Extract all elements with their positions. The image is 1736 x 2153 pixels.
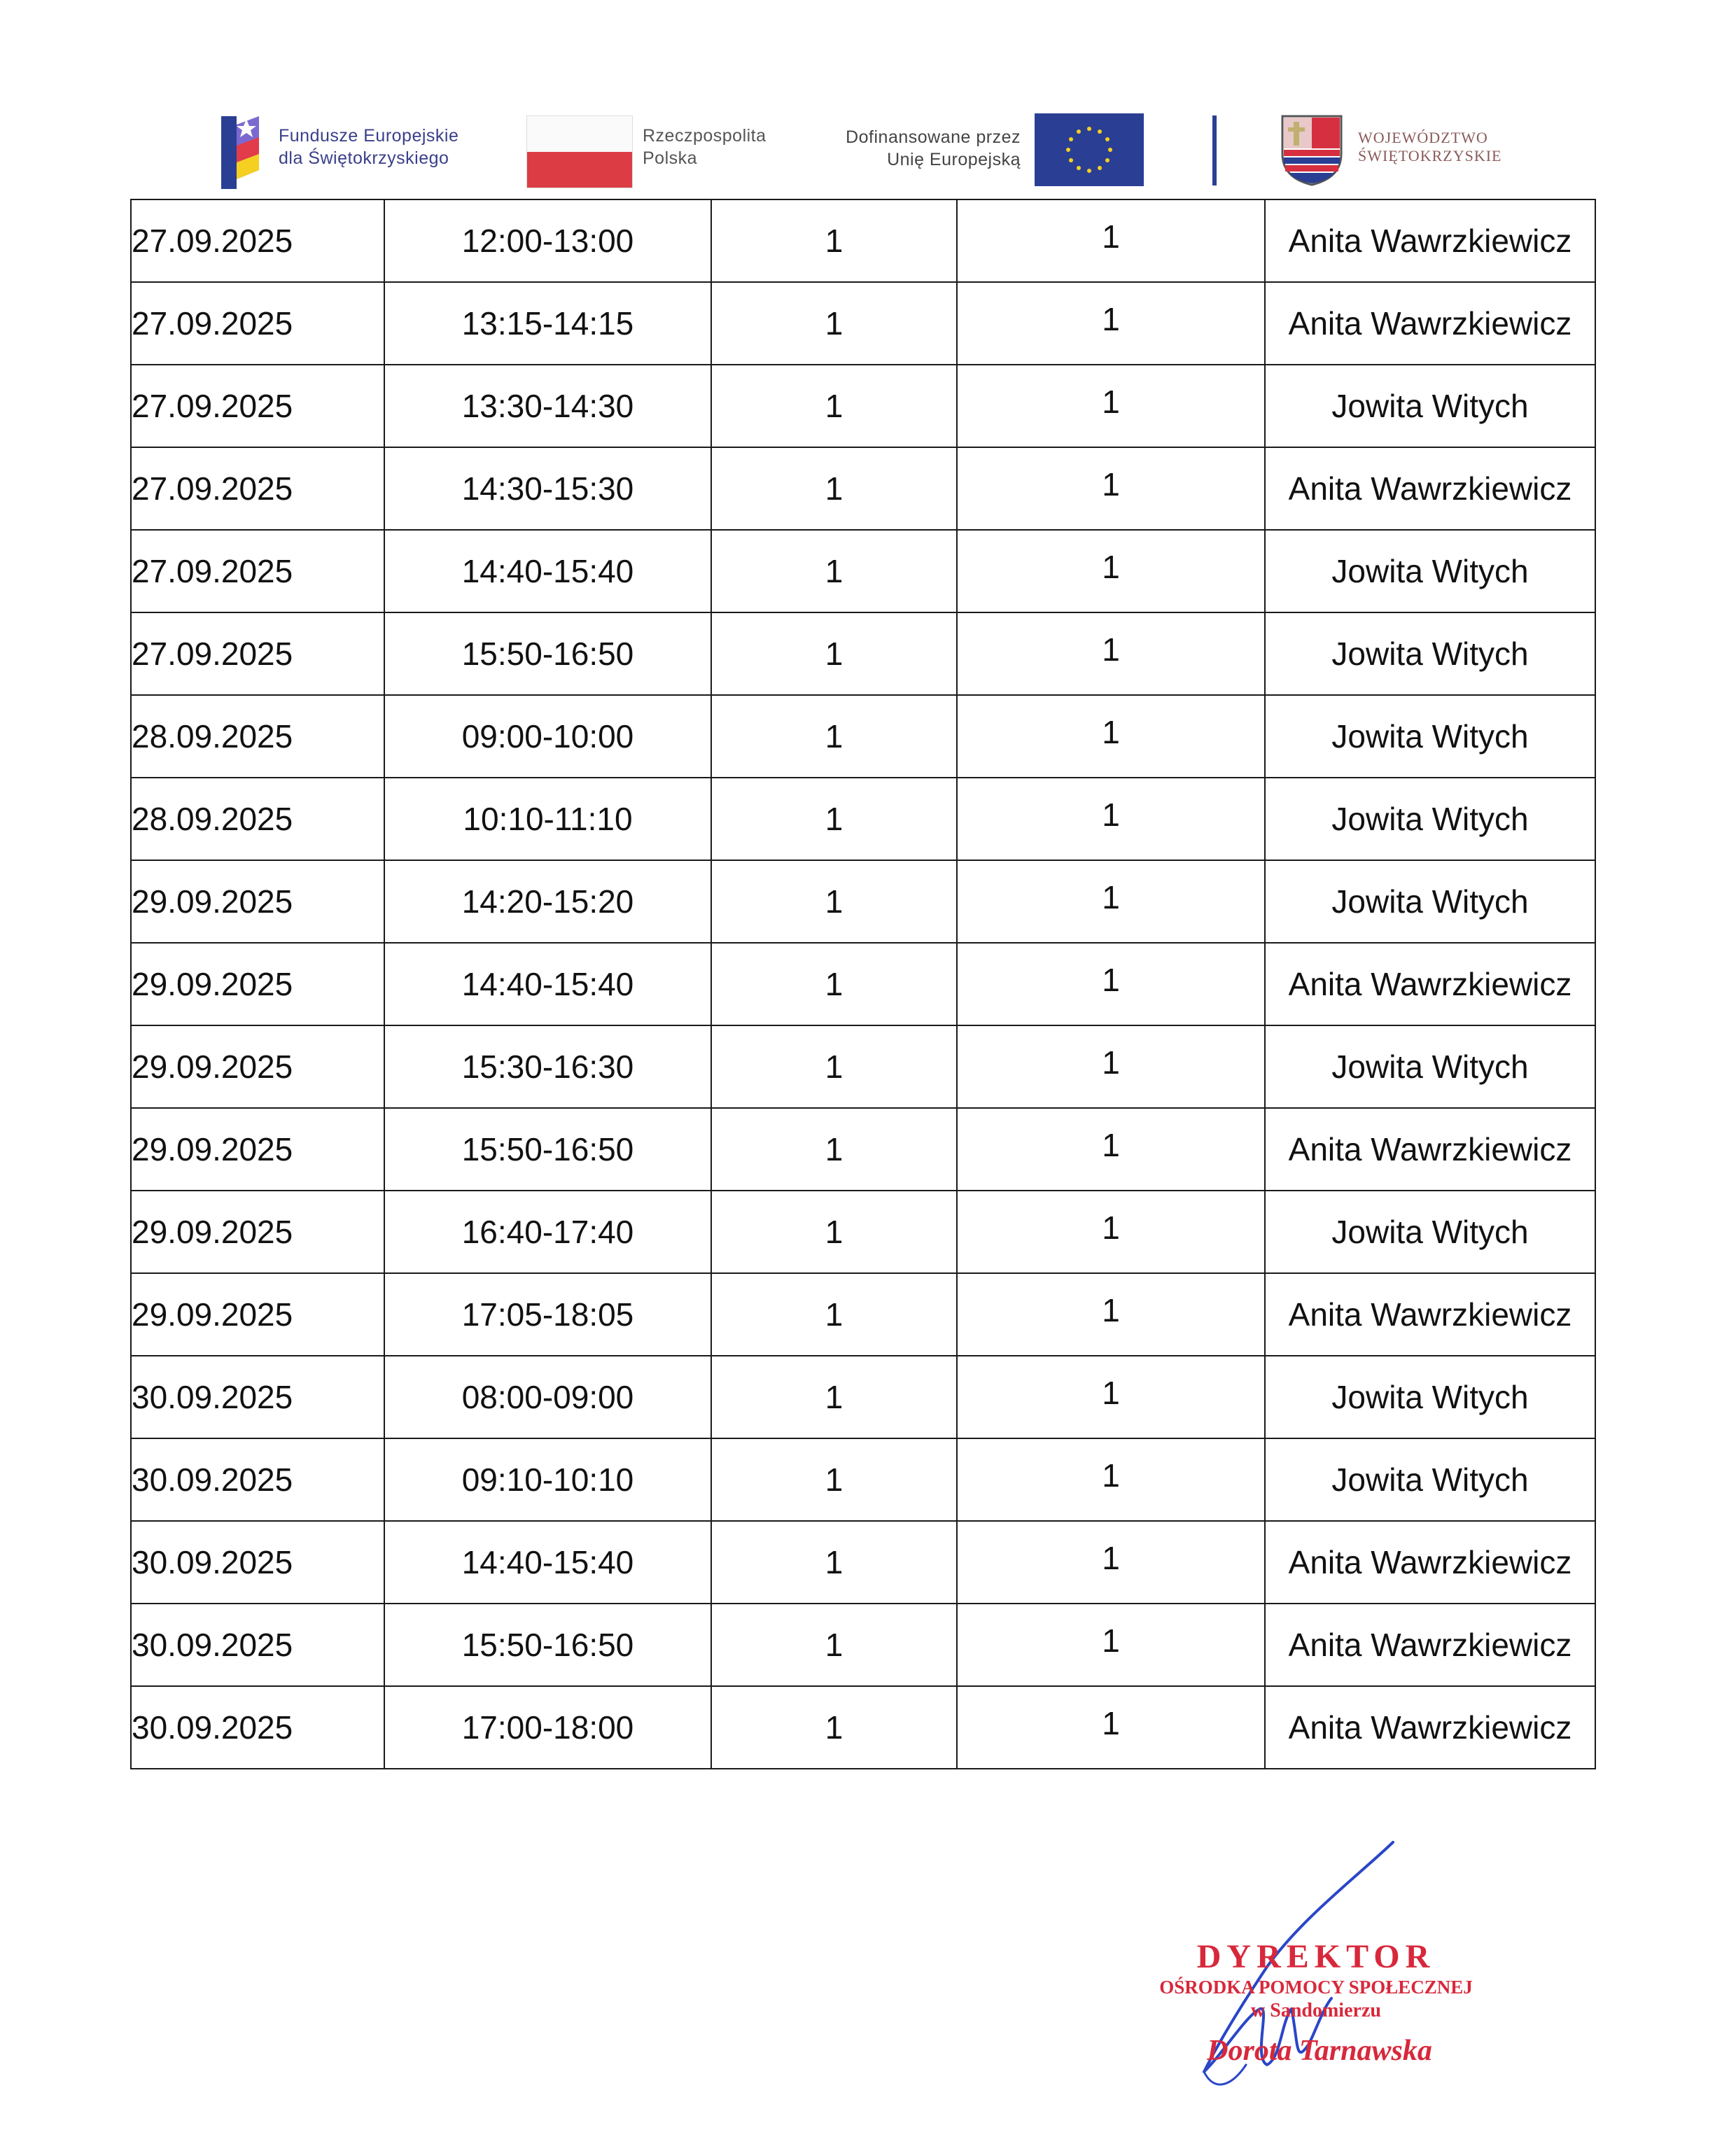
name-cell-text: Jowita Witych <box>1331 553 1529 589</box>
date-cell-text: 27.09.2025 <box>132 553 293 589</box>
time-cell-text: 14:40-15:40 <box>461 1544 634 1580</box>
name-cell-text: Jowita Witych <box>1331 1461 1529 1498</box>
table-row <box>131 1356 1595 1438</box>
date-cell <box>131 778 384 860</box>
director-stamp <box>1134 1939 1498 2070</box>
count2-cell-text: 1 <box>1102 218 1120 255</box>
time-cell <box>384 282 711 365</box>
count2-cell-text: 1 <box>1102 1044 1120 1081</box>
count-cell-text: 1 <box>825 883 844 920</box>
time-cell-text: 15:50-16:50 <box>461 636 634 672</box>
count2-cell <box>957 943 1265 1025</box>
flag-white-stripe <box>527 116 632 152</box>
polish-flag <box>526 115 633 188</box>
stamp-name: Dorota Tarnawska <box>1207 2035 1432 2067</box>
name-cell <box>1265 778 1595 860</box>
count2-cell <box>957 1108 1265 1191</box>
time-cell-text: 09:00-10:00 <box>461 718 634 755</box>
date-cell <box>131 1686 384 1769</box>
time-cell-text: 10:10-11:10 <box>463 801 633 837</box>
count-cell-text: 1 <box>825 636 844 672</box>
count2-cell-text: 1 <box>1102 1375 1120 1411</box>
rp-line1: Rzeczpospolita <box>643 126 766 146</box>
time-cell <box>384 1273 711 1356</box>
date-cell <box>131 1604 384 1686</box>
name-cell <box>1265 1191 1595 1273</box>
name-cell <box>1265 530 1595 612</box>
count-cell-text: 1 <box>825 1214 844 1250</box>
date-cell-text: 29.09.2025 <box>132 1214 293 1250</box>
date-cell <box>131 1191 384 1273</box>
name-cell <box>1265 365 1595 447</box>
date-cell <box>131 943 384 1025</box>
time-cell <box>384 365 711 447</box>
date-cell-text: 30.09.2025 <box>132 1544 293 1580</box>
name-cell-text: Anita Wawrzkiewicz <box>1288 1544 1572 1580</box>
time-cell-text: 09:10-10:10 <box>461 1461 634 1498</box>
count-cell <box>711 1686 957 1769</box>
count2-cell-text: 1 <box>1102 301 1120 337</box>
count-cell-text: 1 <box>825 553 844 589</box>
count2-cell <box>957 778 1265 860</box>
count-cell-text: 1 <box>825 1296 844 1333</box>
name-cell-text: Anita Wawrzkiewicz <box>1288 305 1572 342</box>
time-cell-text: 14:20-15:20 <box>461 883 634 920</box>
name-cell <box>1265 447 1595 530</box>
stamp-line3: w Sandomierzu <box>1251 2000 1381 2021</box>
count-cell-text: 1 <box>825 1461 844 1498</box>
count2-cell <box>957 1521 1265 1604</box>
count2-cell-text: 1 <box>1102 962 1120 998</box>
date-cell <box>131 530 384 612</box>
name-cell <box>1265 1025 1595 1108</box>
date-cell-text: 29.09.2025 <box>132 1296 293 1333</box>
date-cell-text: 29.09.2025 <box>132 883 293 920</box>
count-cell-text: 1 <box>825 223 844 259</box>
table-row <box>131 199 1595 282</box>
name-cell-text: Jowita Witych <box>1331 1049 1529 1085</box>
schedule-body <box>131 199 1595 1769</box>
count2-cell <box>957 282 1265 365</box>
name-cell <box>1265 695 1595 778</box>
time-cell-text: 17:00-18:00 <box>461 1709 634 1746</box>
time-cell <box>384 1356 711 1438</box>
name-cell <box>1265 943 1595 1025</box>
wojewodztwo-text <box>1358 129 1502 165</box>
count-cell-text: 1 <box>825 388 844 424</box>
time-cell-text: 14:40-15:40 <box>461 553 634 589</box>
count-cell-text: 1 <box>825 1131 844 1167</box>
date-cell-text: 27.09.2025 <box>132 223 293 259</box>
time-cell <box>384 1686 711 1769</box>
count2-cell <box>957 447 1265 530</box>
name-cell <box>1265 860 1595 943</box>
time-cell <box>384 1191 711 1273</box>
count-cell <box>711 778 957 860</box>
name-cell <box>1265 1604 1595 1686</box>
count2-cell <box>957 1273 1265 1356</box>
table-row <box>131 447 1595 530</box>
rp-logo-text <box>643 125 766 169</box>
name-cell-text: Jowita Witych <box>1331 718 1529 755</box>
time-cell <box>384 1604 711 1686</box>
time-cell-text: 15:50-16:50 <box>461 1131 634 1167</box>
count2-cell <box>957 1191 1265 1273</box>
time-cell <box>384 860 711 943</box>
stamp-title: DYREKTOR <box>1196 1938 1436 1975</box>
time-cell-text: 14:40-15:40 <box>461 966 634 1002</box>
count-cell-text: 1 <box>825 801 844 837</box>
fundusze-europejskie-logo <box>216 104 286 191</box>
count2-cell-text: 1 <box>1102 384 1120 420</box>
table-row <box>131 778 1595 860</box>
stamp-line2: OŚRODKA POMOCY SPOŁECZNEJ <box>1159 1977 1473 1998</box>
count-cell <box>711 447 957 530</box>
date-cell <box>131 282 384 365</box>
name-cell-text: Jowita Witych <box>1331 883 1529 920</box>
count-cell <box>711 530 957 612</box>
name-cell-text: Jowita Witych <box>1331 801 1529 837</box>
time-cell <box>384 530 711 612</box>
eu-line2: Unię Europejską <box>887 150 1021 169</box>
table-row <box>131 1521 1595 1604</box>
date-cell <box>131 1108 384 1191</box>
count-cell <box>711 282 957 365</box>
count2-cell-text: 1 <box>1102 1209 1120 1246</box>
table-row <box>131 860 1595 943</box>
woj-line1: WOJEWÓDZTWO <box>1358 129 1488 146</box>
name-cell-text: Anita Wawrzkiewicz <box>1288 1131 1572 1167</box>
time-cell-text: 15:50-16:50 <box>461 1627 634 1663</box>
count2-cell <box>957 1025 1265 1108</box>
name-cell-text: Anita Wawrzkiewicz <box>1288 966 1572 1002</box>
schedule-table <box>130 199 1596 1769</box>
table-row <box>131 1025 1595 1108</box>
name-cell-text: Anita Wawrzkiewicz <box>1288 223 1572 259</box>
table-row <box>131 282 1595 365</box>
table-row <box>131 530 1595 612</box>
date-cell-text: 30.09.2025 <box>132 1627 293 1663</box>
time-cell-text: 13:30-14:30 <box>461 388 634 424</box>
count-cell <box>711 199 957 282</box>
count2-cell <box>957 612 1265 695</box>
time-cell-text: 12:00-13:00 <box>461 223 634 259</box>
rp-line2: Polska <box>643 148 698 168</box>
count2-cell-text: 1 <box>1102 714 1120 750</box>
count-cell <box>711 860 957 943</box>
date-cell <box>131 447 384 530</box>
count2-cell-text: 1 <box>1102 1622 1120 1659</box>
date-cell <box>131 1521 384 1604</box>
count2-cell <box>957 1686 1265 1769</box>
count2-cell <box>957 199 1265 282</box>
count-cell <box>711 1521 957 1604</box>
date-cell <box>131 1273 384 1356</box>
count-cell <box>711 1356 957 1438</box>
date-cell-text: 29.09.2025 <box>132 1049 293 1085</box>
time-cell-text: 17:05-18:05 <box>461 1296 634 1333</box>
count-cell <box>711 1191 957 1273</box>
time-cell <box>384 199 711 282</box>
count-cell-text: 1 <box>825 1627 844 1663</box>
time-cell <box>384 1025 711 1108</box>
date-cell-text: 28.09.2025 <box>132 718 293 755</box>
logo-divider <box>1212 115 1217 185</box>
count2-cell <box>957 860 1265 943</box>
time-cell-text: 13:15-14:15 <box>461 305 634 342</box>
name-cell <box>1265 1521 1595 1604</box>
fe-logo-text <box>279 125 458 169</box>
date-cell-text: 30.09.2025 <box>132 1379 293 1415</box>
table-row <box>131 943 1595 1025</box>
table-row <box>131 365 1595 447</box>
count2-cell <box>957 365 1265 447</box>
date-cell <box>131 199 384 282</box>
count-cell-text: 1 <box>825 1049 844 1085</box>
time-cell-text: 15:30-16:30 <box>461 1049 634 1085</box>
count2-cell <box>957 695 1265 778</box>
count-cell <box>711 612 957 695</box>
count-cell <box>711 1438 957 1521</box>
name-cell <box>1265 282 1595 365</box>
count-cell-text: 1 <box>825 718 844 755</box>
eu-line1: Dofinansowane przez <box>846 127 1021 147</box>
name-cell <box>1265 199 1595 282</box>
count2-cell-text: 1 <box>1102 1292 1120 1328</box>
count-cell-text: 1 <box>825 470 844 507</box>
date-cell-text: 27.09.2025 <box>132 305 293 342</box>
count2-cell-text: 1 <box>1102 797 1120 833</box>
name-cell-text: Anita Wawrzkiewicz <box>1288 470 1572 507</box>
time-cell-text: 16:40-17:40 <box>461 1214 634 1250</box>
time-cell <box>384 695 711 778</box>
count2-cell-text: 1 <box>1102 1540 1120 1576</box>
count-cell <box>711 365 957 447</box>
time-cell <box>384 612 711 695</box>
table-row <box>131 1604 1595 1686</box>
count-cell <box>711 1108 957 1191</box>
count2-cell <box>957 1604 1265 1686</box>
date-cell-text: 28.09.2025 <box>132 801 293 837</box>
eu-logo-text <box>825 126 1021 171</box>
table-row <box>131 1438 1595 1521</box>
time-cell <box>384 1108 711 1191</box>
date-cell-text: 30.09.2025 <box>132 1709 293 1746</box>
logo-bar <box>0 0 1736 196</box>
name-cell-text: Jowita Witych <box>1331 388 1529 424</box>
coat-of-arms <box>1280 113 1344 186</box>
date-cell-text: 27.09.2025 <box>132 470 293 507</box>
date-cell <box>131 860 384 943</box>
name-cell <box>1265 612 1595 695</box>
name-cell <box>1265 1438 1595 1521</box>
count-cell-text: 1 <box>825 966 844 1002</box>
eu-flag <box>1035 113 1144 186</box>
count-cell <box>711 1604 957 1686</box>
date-cell <box>131 1438 384 1521</box>
date-cell-text: 29.09.2025 <box>132 966 293 1002</box>
count2-cell <box>957 1356 1265 1438</box>
name-cell-text: Anita Wawrzkiewicz <box>1288 1627 1572 1663</box>
time-cell-text: 08:00-09:00 <box>461 1379 634 1415</box>
time-cell <box>384 778 711 860</box>
fe-line2: dla Świętokrzyskiego <box>279 148 449 168</box>
name-cell-text: Jowita Witych <box>1331 1379 1529 1415</box>
name-cell <box>1265 1356 1595 1438</box>
name-cell-text: Jowita Witych <box>1331 636 1529 672</box>
time-cell-text: 14:30-15:30 <box>461 470 634 507</box>
table-row <box>131 1108 1595 1191</box>
date-cell <box>131 1025 384 1108</box>
table-row <box>131 695 1595 778</box>
name-cell-text: Anita Wawrzkiewicz <box>1288 1296 1572 1333</box>
count2-cell-text: 1 <box>1102 1127 1120 1163</box>
count-cell <box>711 695 957 778</box>
time-cell <box>384 943 711 1025</box>
count2-cell <box>957 530 1265 612</box>
name-cell <box>1265 1273 1595 1356</box>
time-cell <box>384 1438 711 1521</box>
date-cell-text: 27.09.2025 <box>132 388 293 424</box>
table-row <box>131 1686 1595 1769</box>
count2-cell <box>957 1438 1265 1521</box>
count2-cell-text: 1 <box>1102 1705 1120 1741</box>
count-cell-text: 1 <box>825 1544 844 1580</box>
count2-cell-text: 1 <box>1102 466 1120 503</box>
date-cell-text: 27.09.2025 <box>132 636 293 672</box>
count-cell <box>711 943 957 1025</box>
name-cell <box>1265 1108 1595 1191</box>
date-cell <box>131 365 384 447</box>
table-row <box>131 1191 1595 1273</box>
fe-line1: Fundusze Europejskie <box>279 126 459 146</box>
count-cell <box>711 1273 957 1356</box>
date-cell <box>131 695 384 778</box>
time-cell <box>384 447 711 530</box>
name-cell-text: Anita Wawrzkiewicz <box>1288 1709 1572 1746</box>
table-row <box>131 1273 1595 1356</box>
count-cell-text: 1 <box>825 1379 844 1415</box>
woj-line2: ŚWIĘTOKRZYSKIE <box>1358 147 1502 164</box>
time-cell <box>384 1521 711 1604</box>
count2-cell-text: 1 <box>1102 879 1120 916</box>
count2-cell-text: 1 <box>1102 1457 1120 1494</box>
count-cell-text: 1 <box>825 305 844 342</box>
date-cell <box>131 1356 384 1438</box>
date-cell-text: 29.09.2025 <box>132 1131 293 1167</box>
date-cell <box>131 612 384 695</box>
table-row <box>131 612 1595 695</box>
name-cell <box>1265 1686 1595 1769</box>
date-cell-text: 30.09.2025 <box>132 1461 293 1498</box>
count2-cell-text: 1 <box>1102 549 1120 585</box>
count-cell-text: 1 <box>825 1709 844 1746</box>
flag-red-stripe <box>527 152 632 188</box>
name-cell-text: Jowita Witych <box>1331 1214 1529 1250</box>
count2-cell-text: 1 <box>1102 631 1120 668</box>
count-cell <box>711 1025 957 1108</box>
